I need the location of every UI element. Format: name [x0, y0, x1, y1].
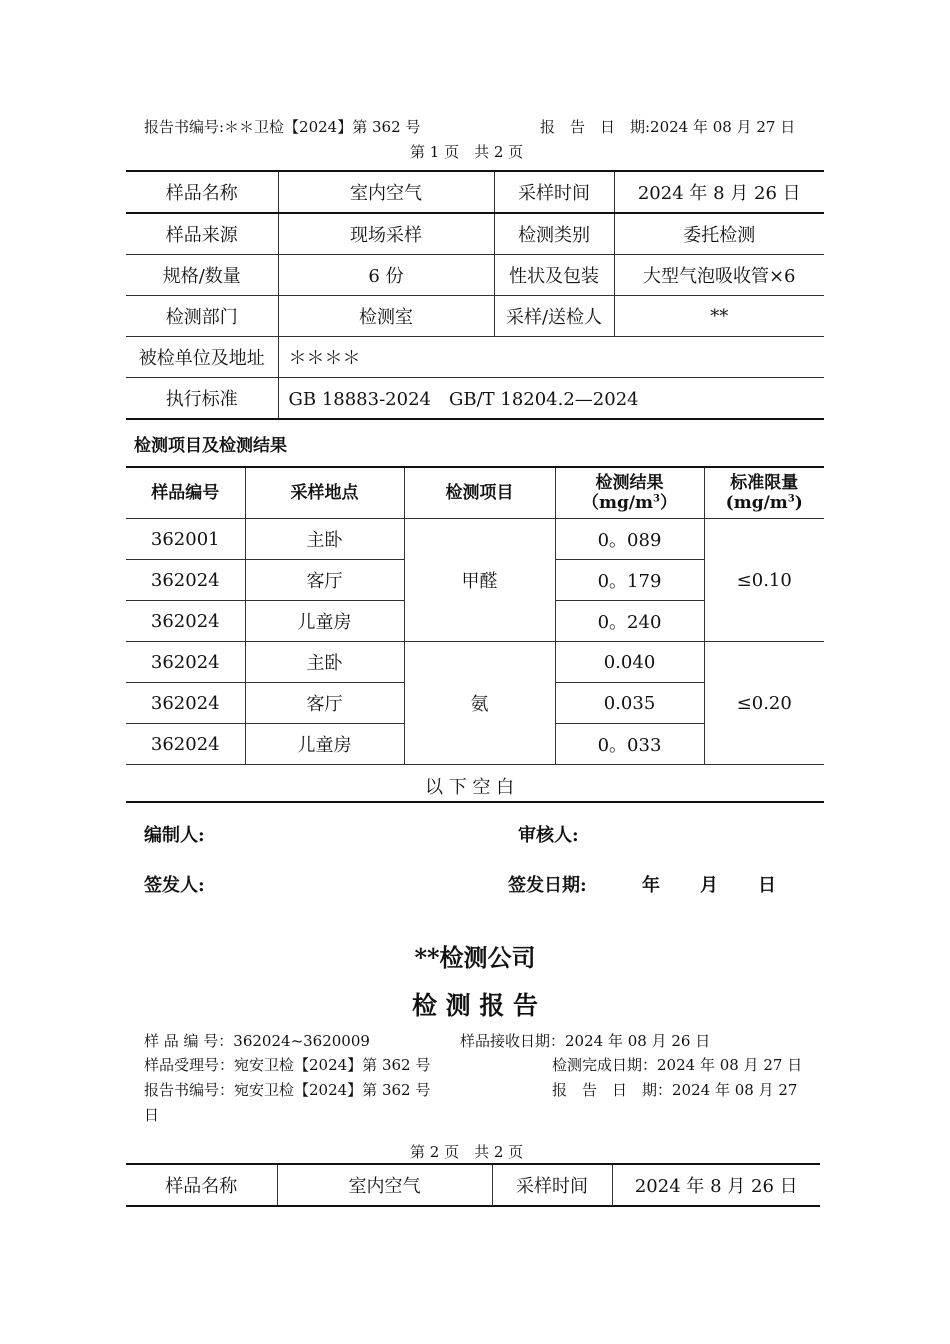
issuer-label: 签发人:: [144, 875, 205, 896]
section-divider: [126, 801, 824, 803]
header-result-unit-post: ）: [660, 493, 678, 513]
info-label: 采样时间: [494, 171, 614, 213]
page2-sample-no: 样 品 编 号：362024~3620009: [144, 1032, 370, 1050]
info-value: 大型气泡吸收管×6: [614, 255, 824, 296]
blank-below-marker: 以 下 空 白: [425, 777, 515, 798]
info-row: [126, 255, 824, 296]
info-label: 采样时间: [492, 1164, 612, 1206]
table-row: [126, 519, 824, 560]
result-cell: 0.035: [555, 683, 704, 724]
report-date: 报 告 日 期:2024 年 08 月 27 日: [540, 118, 796, 136]
compiler-label: 编制人:: [144, 825, 205, 846]
header-limit: [704, 467, 824, 519]
page2-acceptance-no: 样品受理号：宛安卫检【2024】第 362 号: [144, 1056, 431, 1074]
info-value: 室内空气: [277, 1164, 492, 1206]
result-cell: 0。033: [555, 724, 704, 765]
info-row: [126, 337, 824, 378]
info-label: 规格/数量: [126, 255, 278, 296]
sample-no-cell: 362024: [126, 642, 245, 683]
header-result: [555, 467, 704, 519]
page2-report-date-wrap: 日: [144, 1106, 160, 1124]
header-result-unit-pre: （mg/m: [581, 493, 654, 513]
issue-date-month: 月: [700, 875, 718, 896]
issue-date-label: 签发日期:: [508, 875, 587, 896]
page2-report-no: 报告书编号：宛安卫检【2024】第 362 号: [144, 1081, 431, 1099]
info-row: [126, 296, 824, 337]
info-value: 室内空气: [278, 171, 494, 213]
header-limit-unit-pre: (mg/m: [725, 493, 788, 513]
header-result-unit-sup: 3: [653, 493, 661, 505]
info-row: [126, 1164, 820, 1206]
info-value: 6 份: [278, 255, 494, 296]
info-label: 样品名称: [126, 1164, 277, 1206]
location-cell: 主卧: [245, 642, 404, 683]
limit-cell: ≤0.20: [704, 642, 824, 765]
sample-no-cell: 362024: [126, 724, 245, 765]
info-row: [126, 378, 824, 420]
inspected-unit-label: 被检单位及地址: [126, 337, 278, 378]
info-label: 性状及包装: [494, 255, 614, 296]
info-value: 2024 年 8 月 26 日: [612, 1164, 820, 1206]
location-cell: 客厅: [245, 683, 404, 724]
table-row: [126, 642, 824, 683]
info-label: 检测部门: [126, 296, 278, 337]
info-label: 采样/送检人: [494, 296, 614, 337]
sample-no-cell: 362024: [126, 683, 245, 724]
report-number: 报告书编号:＊＊卫检【2024】第 362 号: [144, 118, 421, 136]
standard-label: 执行标准: [126, 378, 278, 420]
info-value: 委托检测: [614, 213, 824, 255]
location-cell: 客厅: [245, 560, 404, 601]
result-cell: 0。089: [555, 519, 704, 560]
page-indicator: 第 1 页 共 2 页: [410, 143, 524, 161]
info-value: **: [614, 296, 824, 337]
location-cell: 儿童房: [245, 601, 404, 642]
info-value: 2024 年 8 月 26 日: [614, 171, 824, 213]
issue-date-day: 日: [758, 875, 776, 896]
item-cell: 氨: [404, 642, 555, 765]
item-cell: 甲醛: [404, 519, 555, 642]
info-value: 现场采样: [278, 213, 494, 255]
info-row: [126, 213, 824, 255]
header-item: 检测项目: [404, 467, 555, 519]
sample-no-cell: 362024: [126, 560, 245, 601]
sample-no-cell: 362024: [126, 601, 245, 642]
header-location: 采样地点: [245, 467, 404, 519]
results-table: [126, 466, 824, 765]
sample-no-cell: 362001: [126, 519, 245, 560]
page2-report-date: 报 告 日 期：2024 年 08 月 27: [552, 1081, 798, 1099]
info-label: 检测类别: [494, 213, 614, 255]
header-limit-unit-sup: 3: [787, 493, 795, 505]
info-row: [126, 171, 824, 213]
limit-cell: ≤0.10: [704, 519, 824, 642]
result-cell: 0.040: [555, 642, 704, 683]
header-limit-main: 标准限量: [730, 473, 799, 493]
page2-info-table: [126, 1163, 820, 1207]
page2-receive-date: 样品接收日期：2024 年 08 月 26 日: [460, 1032, 711, 1050]
results-header-row: [126, 467, 824, 519]
header-result-main: 检测结果: [595, 473, 664, 493]
page2-page-indicator: 第 2 页 共 2 页: [410, 1143, 524, 1161]
sample-info-table: [126, 170, 824, 420]
reviewer-label: 审核人:: [518, 825, 579, 846]
header-limit-unit-post: ): [794, 493, 803, 513]
report-title: 检 测 报 告: [411, 991, 539, 1020]
info-label: 样品来源: [126, 213, 278, 255]
page2-complete-date: 检测完成日期：2024 年 08 月 27 日: [552, 1056, 803, 1074]
results-section-title: 检测项目及检测结果: [134, 436, 287, 456]
location-cell: 儿童房: [245, 724, 404, 765]
standard-value: GB 18883-2024 GB/T 18204.2—2024: [278, 378, 824, 420]
company-name: **检测公司: [414, 943, 536, 972]
issue-date-year: 年: [642, 875, 660, 896]
info-label: 样品名称: [126, 171, 278, 213]
header-sample-no: 样品编号: [126, 467, 245, 519]
location-cell: 主卧: [245, 519, 404, 560]
info-value: 检测室: [278, 296, 494, 337]
inspected-unit-value: ＊＊＊＊: [278, 337, 824, 378]
result-cell: 0。240: [555, 601, 704, 642]
result-cell: 0。179: [555, 560, 704, 601]
